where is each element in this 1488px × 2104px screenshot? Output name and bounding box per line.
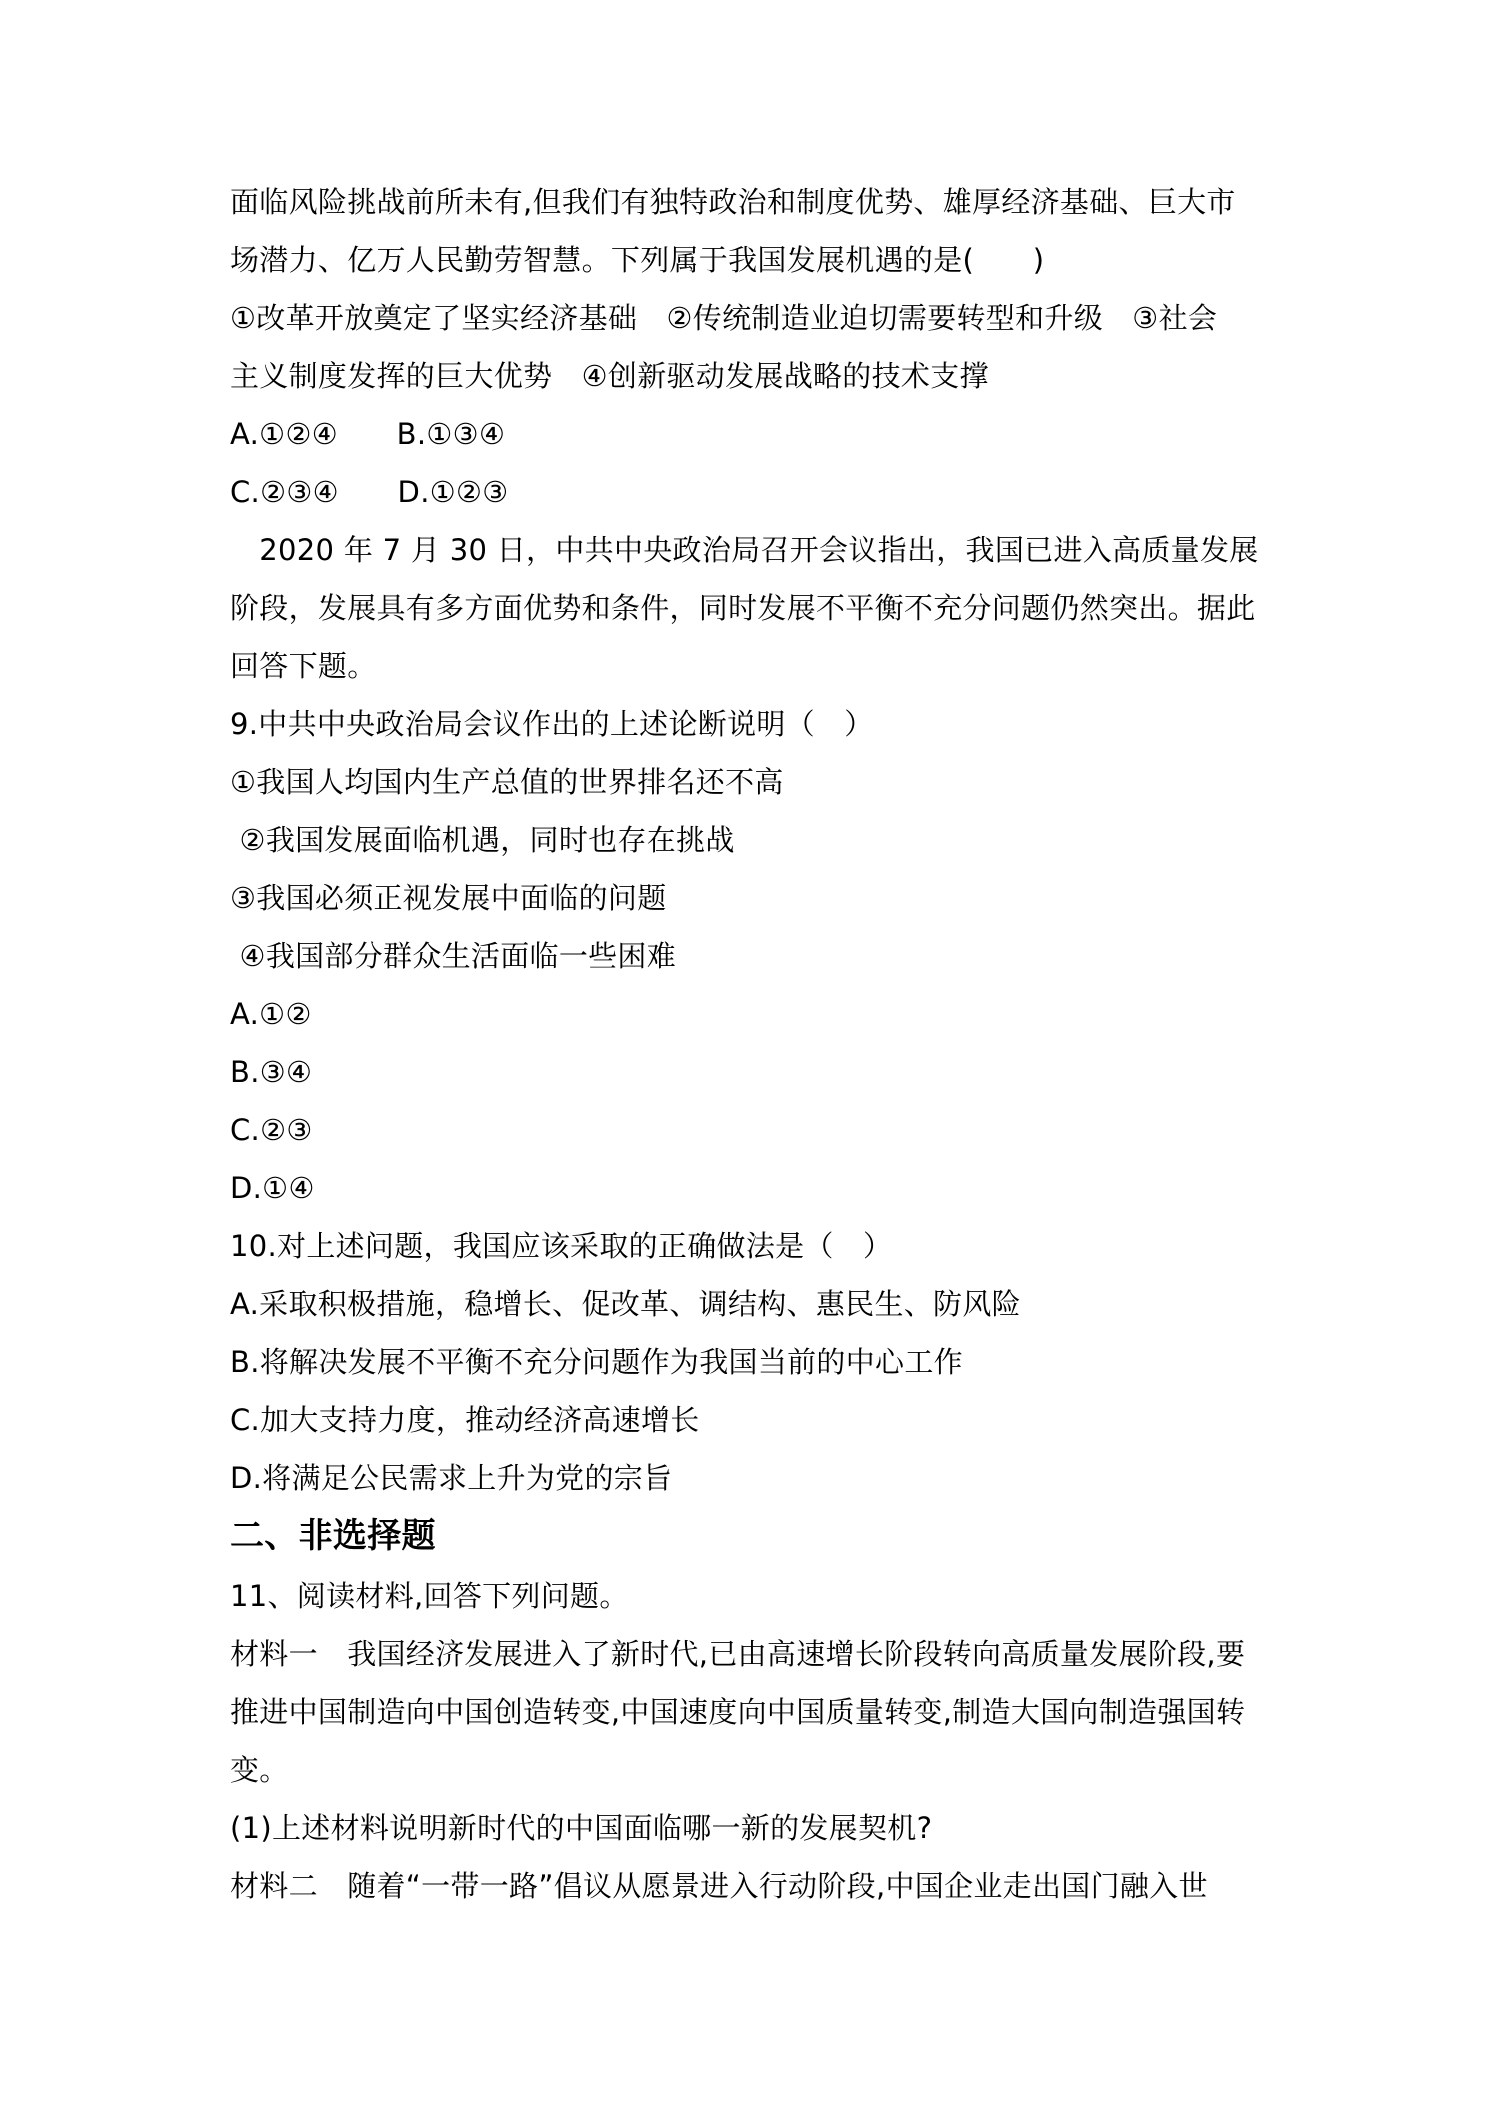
q9-stem: 9.中共中央政治局会议作出的上述论断说明（ ） (230, 707, 874, 741)
q8-options-line: C.②③④ D.①②③ (230, 475, 509, 509)
q9-option-a: A.①② (230, 997, 312, 1031)
q9-item: ③我国必须正视发展中面临的问题 (230, 881, 667, 915)
q8-items-line: ①改革开放奠定了坚实经济基础 ②传统制造业迫切需要转型和升级 ③社会 (230, 301, 1218, 335)
q9-item: ②我国发展面临机遇，同时也存在挑战 (230, 823, 735, 857)
q10-option-c: C.加大支持力度，推动经济高速增长 (230, 1403, 700, 1437)
q11-material-line: 推进中国制造向中国创造转变,中国速度向中国质量转变,制造大国向制造强国转 (230, 1695, 1246, 1729)
q11-material-line: 材料一 我国经济发展进入了新时代,已由高速增长阶段转向高质量发展阶段,要 (230, 1637, 1246, 1671)
q10-stem: 10.对上述问题，我国应该采取的正确做法是（ ） (230, 1229, 893, 1263)
q9-option-d: D.①④ (230, 1171, 315, 1205)
q11-material-line: 材料二 随着“一带一路”倡议从愿景进入行动阶段,中国企业走出国门融入世 (230, 1869, 1208, 1903)
q9-option-c: C.②③ (230, 1113, 313, 1147)
q11-material-line: 变。 (230, 1753, 289, 1787)
q10-option-a: A.采取积极措施，稳增长、促改革、调结构、惠民生、防风险 (230, 1287, 1021, 1321)
q9-item: ①我国人均国内生产总值的世界排名还不高 (230, 765, 784, 799)
q8-options-line: A.①②④ B.①③④ (230, 417, 506, 451)
q11-stem: 11、阅读材料,回答下列问题。 (230, 1579, 629, 1613)
q10-option-d: D.将满足公民需求上升为党的宗旨 (230, 1461, 673, 1495)
section-heading: 二、非选择题 (230, 1516, 436, 1556)
q11-subquestion: (1)上述材料说明新时代的中国面临哪一新的发展契机? (230, 1811, 933, 1845)
q8-stem-line: 场潜力、亿万人民勤劳智慧。下列属于我国发展机遇的是( ) (230, 243, 1045, 277)
intro-paragraph-line: 回答下题。 (230, 649, 377, 683)
q10-option-b: B.将解决发展不平衡不充分问题作为我国当前的中心工作 (230, 1345, 963, 1379)
q8-stem-line: 面临风险挑战前所未有,但我们有独特政治和制度优势、雄厚经济基础、巨大市 (230, 185, 1236, 219)
q9-option-b: B.③④ (230, 1055, 313, 1089)
intro-paragraph-line: 阶段，发展具有多方面优势和条件，同时发展不平衡不充分问题仍然突出。据此 (230, 591, 1256, 625)
q9-item: ④我国部分群众生活面临一些困难 (230, 939, 677, 973)
intro-paragraph-line: 2020 年 7 月 30 日，中共中央政治局召开会议指出，我国已进入高质量发展 (230, 533, 1259, 567)
q8-items-line: 主义制度发挥的巨大优势 ④创新驱动发展战略的技术支撑 (230, 359, 989, 393)
